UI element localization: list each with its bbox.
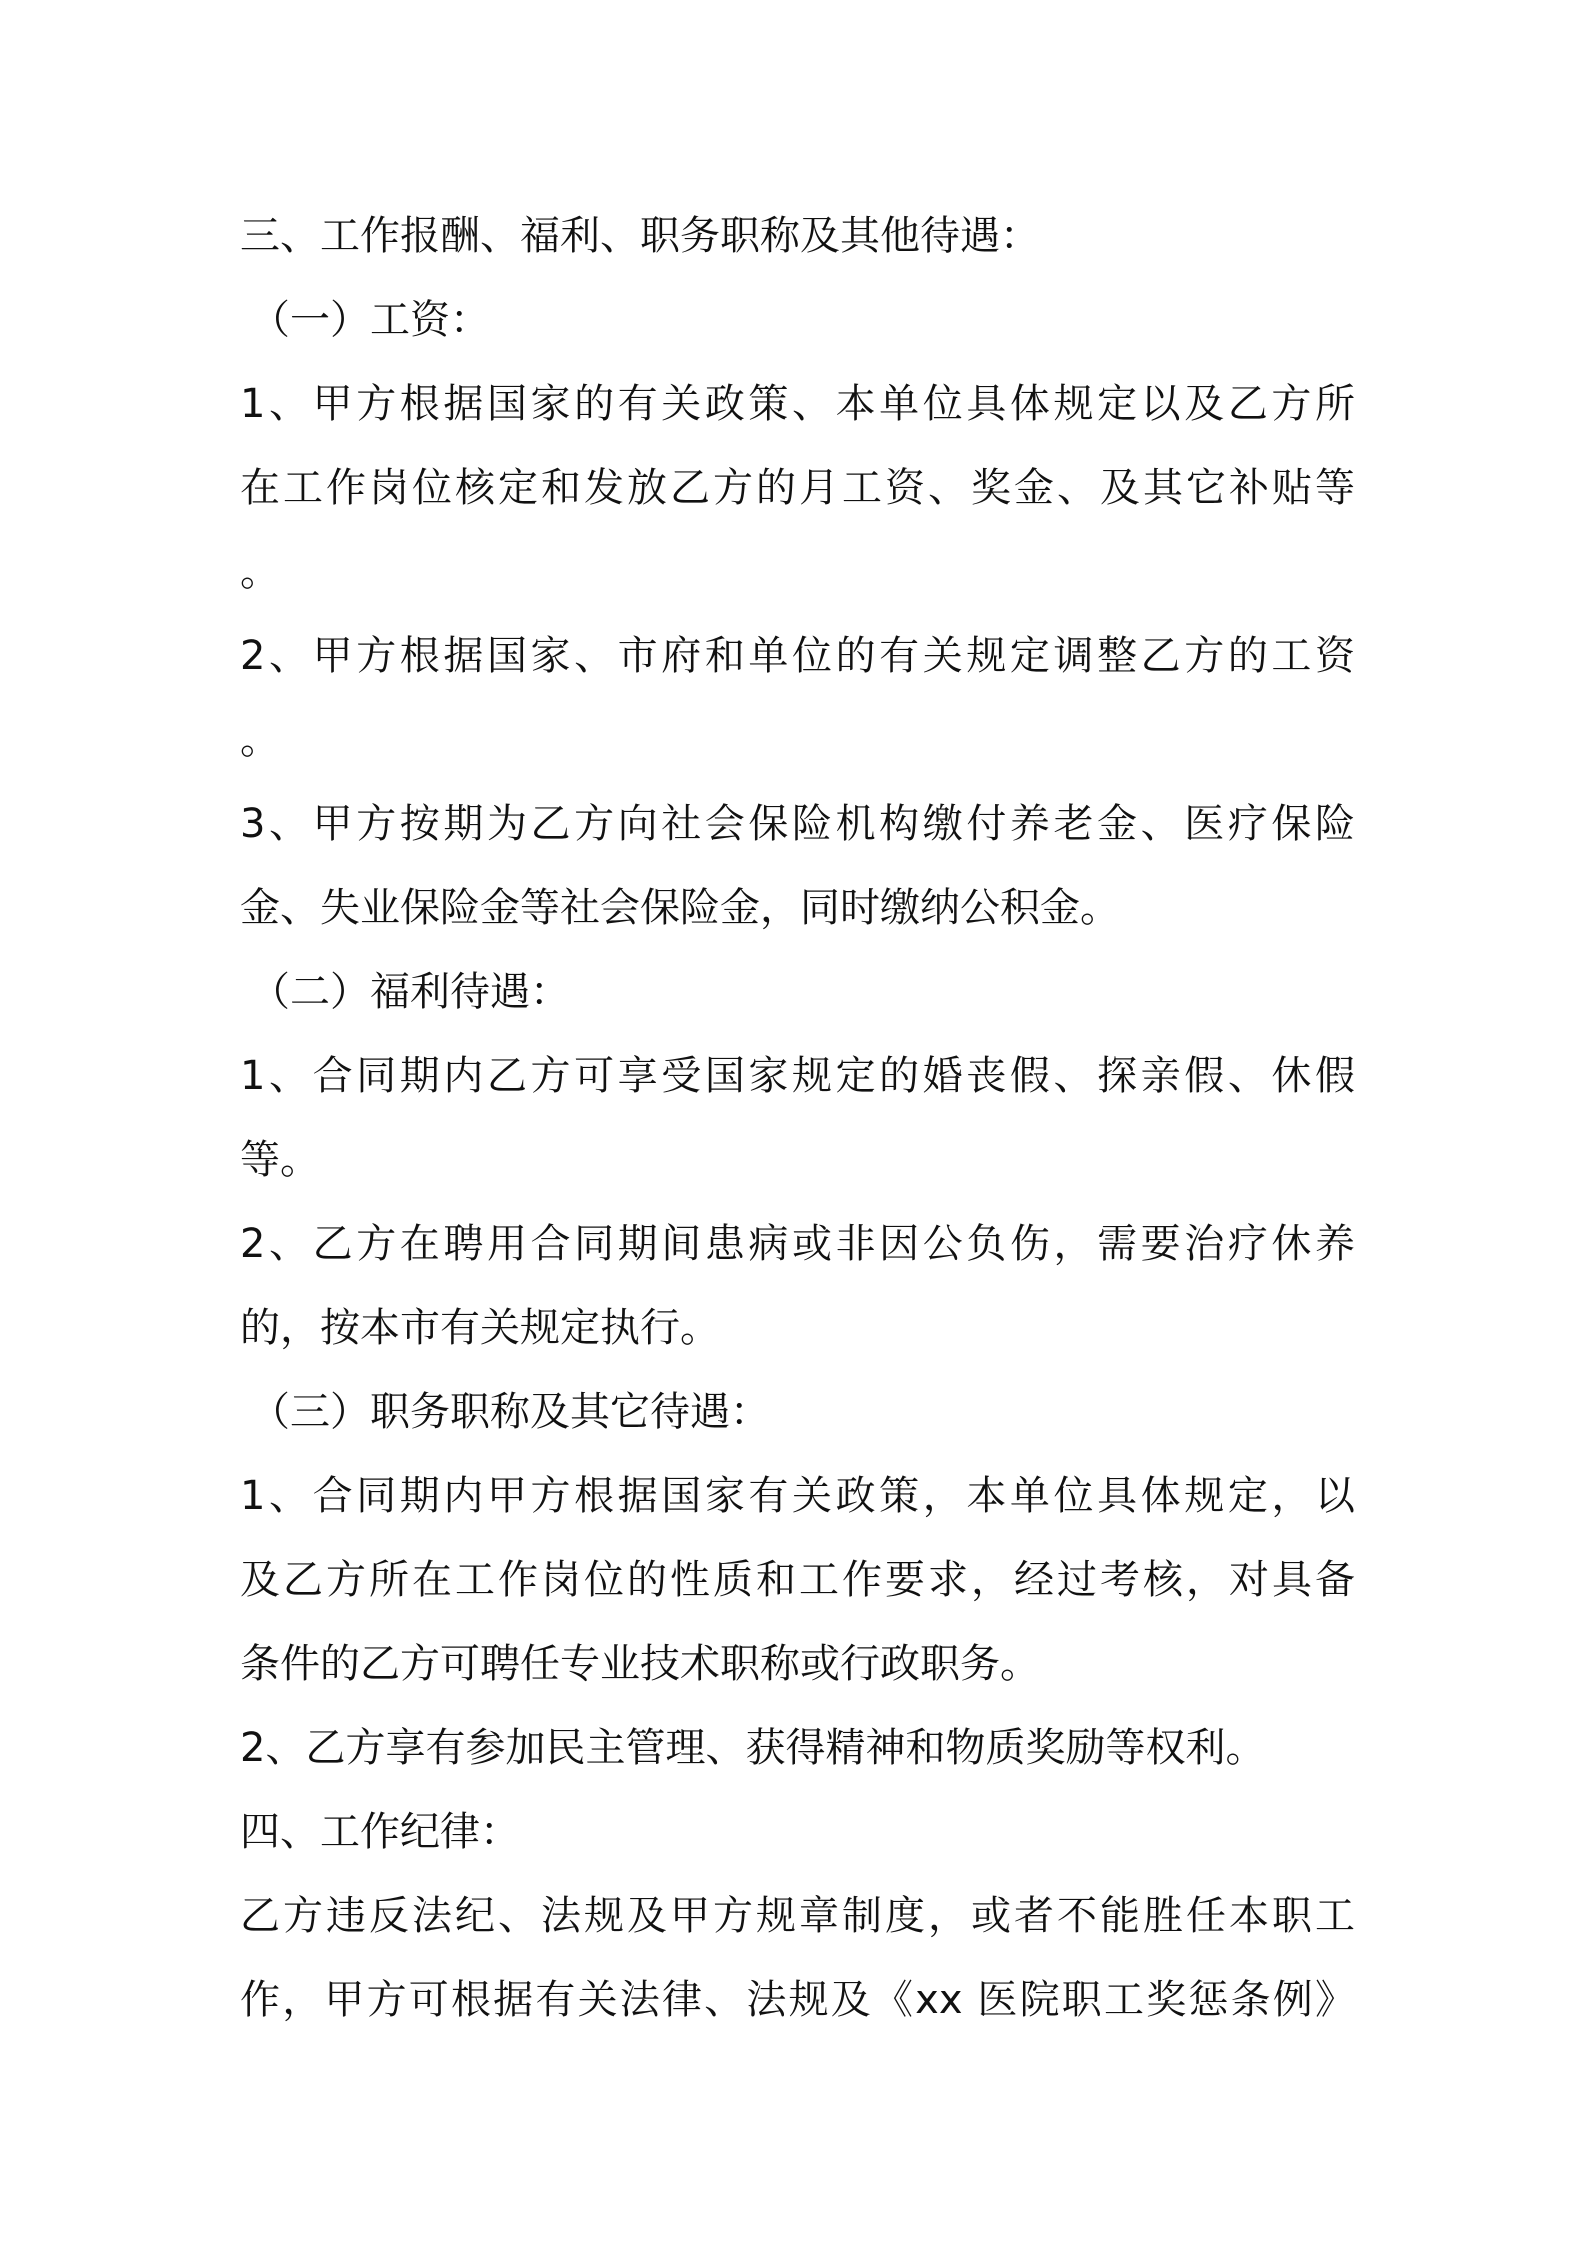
subsection-heading-wages: （一）工资： bbox=[250, 297, 490, 343]
paragraph-line: 在工作岗位核定和发放乙方的月工资、奖金、及其它补贴等 bbox=[240, 465, 1355, 511]
paragraph-line: 1、合同期内甲方根据国家有关政策，本单位具体规定，以 bbox=[240, 1473, 1355, 1519]
paragraph-line: 3、甲方按期为乙方向社会保险机构缴付养老金、医疗保险 bbox=[240, 801, 1355, 847]
paragraph-line: 的，按本市有关规定执行。 bbox=[240, 1305, 720, 1351]
section-heading-3: 三、工作报酬、福利、职务职称及其他待遇： bbox=[240, 213, 1040, 259]
paragraph-line: 等。 bbox=[240, 1137, 320, 1183]
section-heading-4: 四、工作纪律： bbox=[240, 1809, 520, 1855]
subsection-heading-welfare: （二）福利待遇： bbox=[250, 969, 570, 1015]
paragraph-line: 。 bbox=[240, 717, 280, 763]
paragraph-line: 1、甲方根据国家的有关政策、本单位具体规定以及乙方所 bbox=[240, 381, 1355, 427]
paragraph-line: 及乙方所在工作岗位的性质和工作要求，经过考核，对具备 bbox=[240, 1557, 1355, 1603]
document-body bbox=[240, 194, 1355, 2042]
paragraph-line: 金、失业保险金等社会保险金，同时缴纳公积金。 bbox=[240, 885, 1120, 931]
paragraph-line: 乙方违反法纪、法规及甲方规章制度，或者不能胜任本职工 bbox=[240, 1893, 1355, 1939]
paragraph-line: 2、乙方享有参加民主管理、获得精神和物质奖励等权利。 bbox=[240, 1725, 1266, 1771]
paragraph-line: 1、合同期内乙方可享受国家规定的婚丧假、探亲假、休假 bbox=[240, 1053, 1355, 1099]
paragraph-line: 。 bbox=[240, 549, 280, 595]
paragraph-line: 2、甲方根据国家、市府和单位的有关规定调整乙方的工资 bbox=[240, 633, 1355, 679]
paragraph-line: 作，甲方可根据有关法律、法规及《xx 医院职工奖惩条例》 bbox=[240, 1977, 1355, 2023]
paragraph-line: 2、乙方在聘用合同期间患病或非因公负伤，需要治疗休养 bbox=[240, 1221, 1355, 1267]
subsection-heading-titles: （三）职务职称及其它待遇： bbox=[250, 1389, 770, 1435]
paragraph-line: 条件的乙方可聘任专业技术职称或行政职务。 bbox=[240, 1641, 1040, 1687]
